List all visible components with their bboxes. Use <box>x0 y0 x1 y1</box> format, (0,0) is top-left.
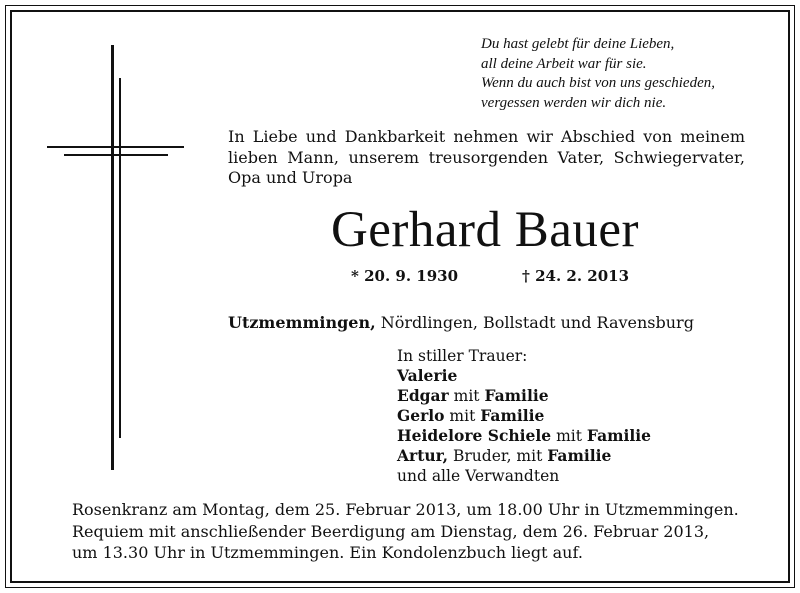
places-line <box>228 313 694 332</box>
mourner-name: Heidelore Schiele <box>397 426 552 445</box>
mourner-name: Artur, <box>397 446 449 465</box>
intro-line: Opa und Uropa <box>228 168 353 187</box>
mourner-suffix: Familie <box>480 406 545 425</box>
service-info <box>72 499 739 564</box>
poem-line: Du hast gelebt für deine Lieben, <box>481 36 675 52</box>
mourner-mid: mit <box>448 387 485 405</box>
mourner-name: Edgar <box>397 386 449 405</box>
mourner-entry <box>397 446 651 466</box>
mourner-entry <box>397 406 651 426</box>
poem-line: all deine Arbeit war für sie. <box>481 55 647 72</box>
intro-line: lieben Mann, unserem treusorgenden Vater, Schwiegervater, <box>228 147 745 167</box>
mourners-heading: In stiller Trauer: <box>397 347 528 365</box>
mourner-suffix: Familie <box>586 426 652 445</box>
mourner-name: Valerie <box>397 366 458 385</box>
mourner-mid: mit <box>444 407 481 425</box>
mourner-suffix: Familie <box>547 446 612 465</box>
poem <box>481 35 715 113</box>
mourner-entry <box>397 426 651 446</box>
service-line: Rosenkranz am Montag, dem 25. Februar 2013, um 18.00 Uhr in Utzmemmingen. <box>72 500 739 519</box>
deceased-name: Gerhard Bauer <box>330 202 640 258</box>
mourner-entry <box>397 366 651 386</box>
mourners-list <box>397 346 651 486</box>
mourners-closing: und alle Verwandten <box>397 467 560 485</box>
mourner-entry <box>397 386 651 406</box>
poem-line: Wenn du auch bist von uns geschieden, <box>481 75 715 91</box>
poem-line: vergessen werden wir dich nie. <box>481 94 667 111</box>
mourner-suffix: Familie <box>484 386 549 405</box>
place-others: Nördlingen, Bollstadt und Ravensburg <box>375 313 694 332</box>
intro-text <box>228 127 745 189</box>
intro-line: In Liebe und Dankbarkeit nehmen wir Abschied von meinem <box>228 127 745 146</box>
death-date: † 24. 2. 2013 <box>522 267 630 285</box>
service-line: Requiem mit anschließender Beerdigung am Dienstag, dem 26. Februar 2013, <box>72 521 710 541</box>
mourner-mid: mit <box>551 427 587 445</box>
birth-date: * 20. 9. 1930 <box>351 267 459 285</box>
service-line: um 13.30 Uhr in Utzmemmingen. Ein Kondolenzbuch liegt auf. <box>72 543 583 562</box>
place-main: Utzmemmingen, <box>228 313 376 332</box>
mourner-mid: Bruder, mit <box>448 447 548 465</box>
mourner-name: Gerlo <box>397 406 445 425</box>
